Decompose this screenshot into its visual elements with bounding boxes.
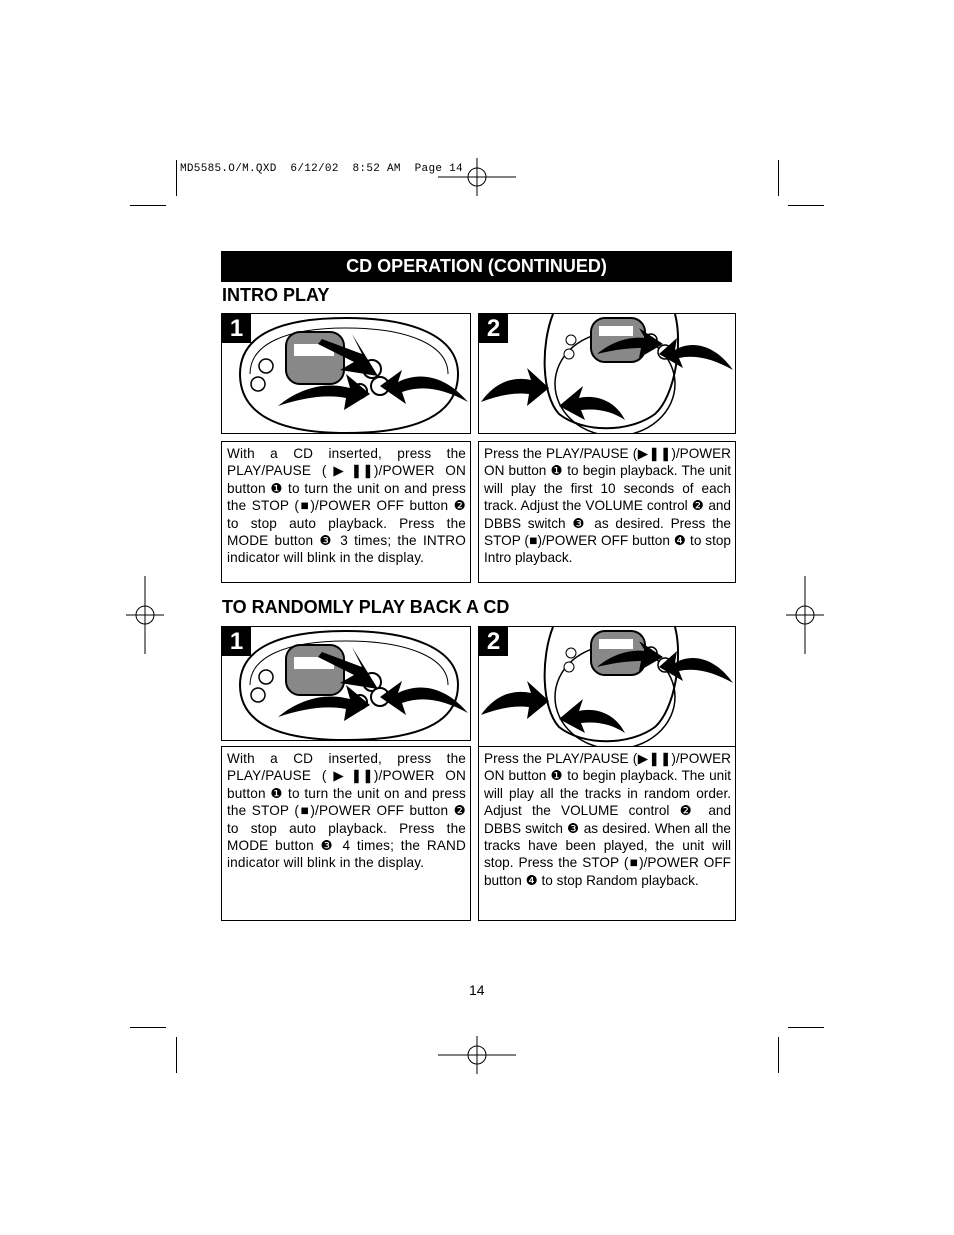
section-heading-intro-play: INTRO PLAY [222,285,330,305]
step-description: With a CD inserted, press the PLAY/PAUSE (▶❚❚)/POWER ON button ❶ to turn the unit on and press the STOP (■)/POWER OFF button ❷ to stop auto playback. Press the MODE button ❸ 4 times; the RAND indicator will blink in the display. [227,751,466,871]
registration-mark-top [438,158,516,196]
crop-mark [778,160,779,196]
step-description: Press the PLAY/PAUSE (▶❚❚)/POWER ON button ❶ to begin playback. The unit will play the first 10 seconds of each track. Adjust the VOLUME control ❷ and DBBS switch ❸ as desired. Press the STOP (■)/POWER OFF button ❹ to stop Intro playback. [484,446,731,566]
step-number: 2 [479,627,508,656]
step-text-random-1 [221,746,471,921]
slug-line: MD5585.O/M.QXD 6/12/02 8:52 AM Page 14 [180,163,463,175]
step-illustration-intro-2 [478,313,736,434]
section-heading-random-play: TO RANDOMLY PLAY BACK A CD [222,597,510,617]
step-text-intro-2 [478,441,736,583]
step-number: 2 [479,314,508,343]
step-text-random-2 [478,746,736,921]
step-illustration-intro-1 [221,313,471,434]
crop-mark [130,205,166,206]
page-number: 14 [469,982,485,998]
step-description: Press the PLAY/PAUSE (▶❚❚)/POWER ON button ❶ to begin playback. The unit will play all the tracks in random order. Adjust the VOLUME control ❷ and DBBS switch ❸ as desired. When all the tracks have been played, the unit will stop. Press the STOP (■)/POWER OFF button ❹ to stop Random playback. [484,751,731,888]
step-illustration-random-2 [478,626,736,747]
crop-mark [130,1027,166,1028]
crop-mark [778,1037,779,1073]
crop-mark [788,205,824,206]
step-illustration-random-1 [221,626,471,741]
crop-mark [176,1037,177,1073]
step-text-intro-1 [221,441,471,583]
section-banner [221,251,732,282]
registration-mark-right [786,576,824,654]
registration-mark-left [126,576,164,654]
cd-player-front-illustration [222,627,470,740]
cd-player-front-illustration [222,314,470,433]
crop-mark [788,1027,824,1028]
crop-mark [176,160,177,196]
registration-mark-bottom [438,1036,516,1074]
step-number: 1 [222,627,251,656]
step-description: With a CD inserted, press the PLAY/PAUSE (▶❚❚)/POWER ON button ❶ to turn the unit on and press the STOP (■)/POWER OFF button ❷ to stop auto playback. Press the MODE button ❸ 3 times; the INTRO indicator will blink in the display. [227,446,466,566]
step-number: 1 [222,314,251,343]
cd-player-top-illustration [479,627,735,746]
banner-title: CD OPERATION (CONTINUED) [346,256,607,276]
cd-player-top-illustration [479,314,735,433]
